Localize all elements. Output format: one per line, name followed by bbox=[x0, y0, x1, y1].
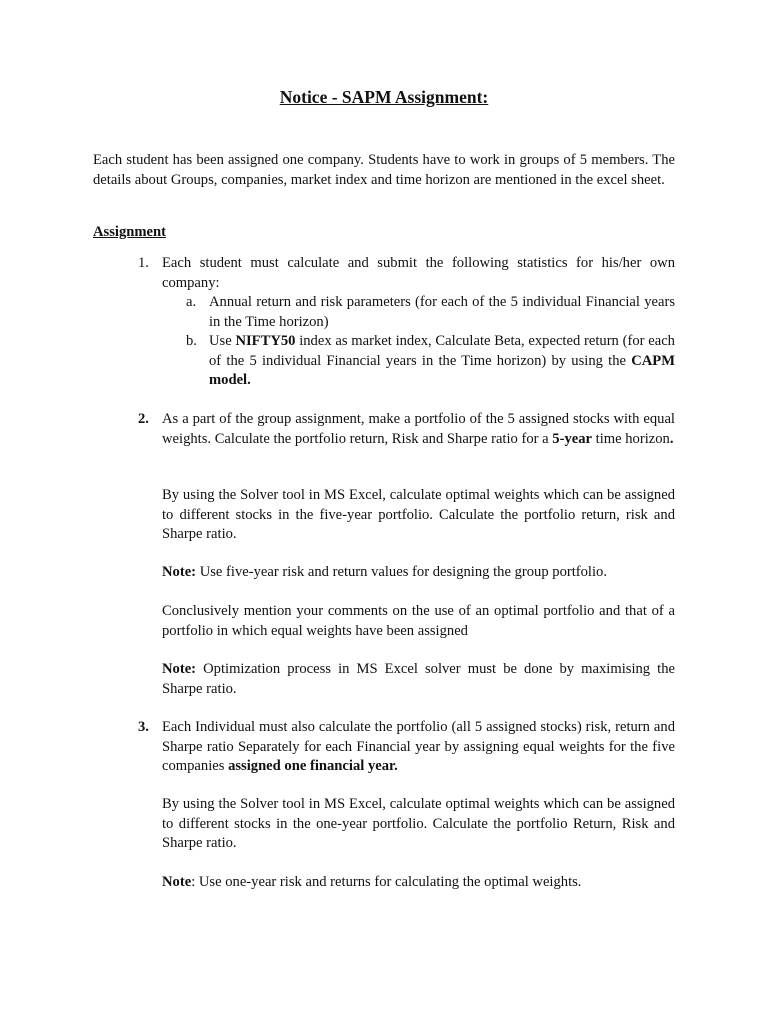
assignment-heading: Assignment bbox=[93, 224, 166, 240]
item-3-note: Note: Use one-year risk and returns for calculating the optimal weights. bbox=[162, 874, 582, 890]
item-3-paragraph-1: Each Individual must also calculate the portfolio (all 5 assigned stocks) risk, return and Sharpe ratio Separately for each Financial year by assigning equal weights for the five companies assigned one financial year. bbox=[162, 719, 675, 774]
nifty50-bold: NIFTY50 bbox=[235, 333, 296, 349]
item-1a-letter: a. bbox=[186, 294, 197, 310]
capm-model-bold: CAPM model. bbox=[209, 352, 675, 388]
item-2-paragraph-1: As a part of the group assignment, make a portfolio of the 5 assigned stocks with equal weights. Calculate the portfolio return, Risk and Sharpe ratio for a 5-year time horizon. bbox=[162, 411, 675, 447]
item-1-number: 1. bbox=[138, 255, 149, 271]
item-2-note-2: Note: Optimization process in MS Excel solver must be done by maximising the Sharpe ratio. bbox=[162, 661, 675, 697]
item-1-text: Each student must calculate and submit the following statistics for his/her own company: bbox=[162, 255, 675, 291]
page-title: Notice - SAPM Assignment: bbox=[279, 87, 489, 107]
assigned-one-financial-year-bold: assigned one financial year. bbox=[228, 758, 398, 774]
item-2-note-1: Note: Use five-year risk and return values for designing the group portfolio. bbox=[162, 564, 607, 580]
item-2-paragraph-2: By using the Solver tool in MS Excel, calculate optimal weights which can be assigned to different stocks in the five-year portfolio. Calculate the portfolio return, risk and Sharpe ratio. bbox=[162, 487, 675, 542]
note-label: Note: bbox=[162, 661, 197, 677]
item-1a-text: Annual return and risk parameters (for each of the 5 individual Financial years in the Time horizon) bbox=[209, 294, 675, 330]
item-3-paragraph-2: By using the Solver tool in MS Excel, calculate optimal weights which can be assigned to different stocks in the one-year portfolio. Calculate the portfolio Return, Risk and Sharpe ratio. bbox=[162, 796, 675, 851]
item-3-number: 3. bbox=[138, 719, 149, 735]
intro-paragraph: Each student has been assigned one company. Students have to work in groups of 5 members. The details about Groups, companies, market index and time horizon are mentioned in the excel sheet. bbox=[93, 152, 675, 188]
five-year-bold: 5-year bbox=[552, 430, 592, 447]
item-2-paragraph-3: Conclusively mention your comments on the use of an optimal portfolio and that of a portfolio in which equal weights have been assigned bbox=[162, 603, 675, 639]
item-1b-letter: b. bbox=[186, 333, 197, 349]
item-2-number: 2. bbox=[138, 411, 149, 427]
note-label: Note: bbox=[162, 564, 197, 580]
item-1b-text: Use NIFTY50 index as market index, Calculate Beta, expected return (for each of the 5 individual Financial years in the Time horizon) by using the CAPM model. bbox=[209, 333, 675, 388]
note-label: Note bbox=[162, 874, 192, 890]
